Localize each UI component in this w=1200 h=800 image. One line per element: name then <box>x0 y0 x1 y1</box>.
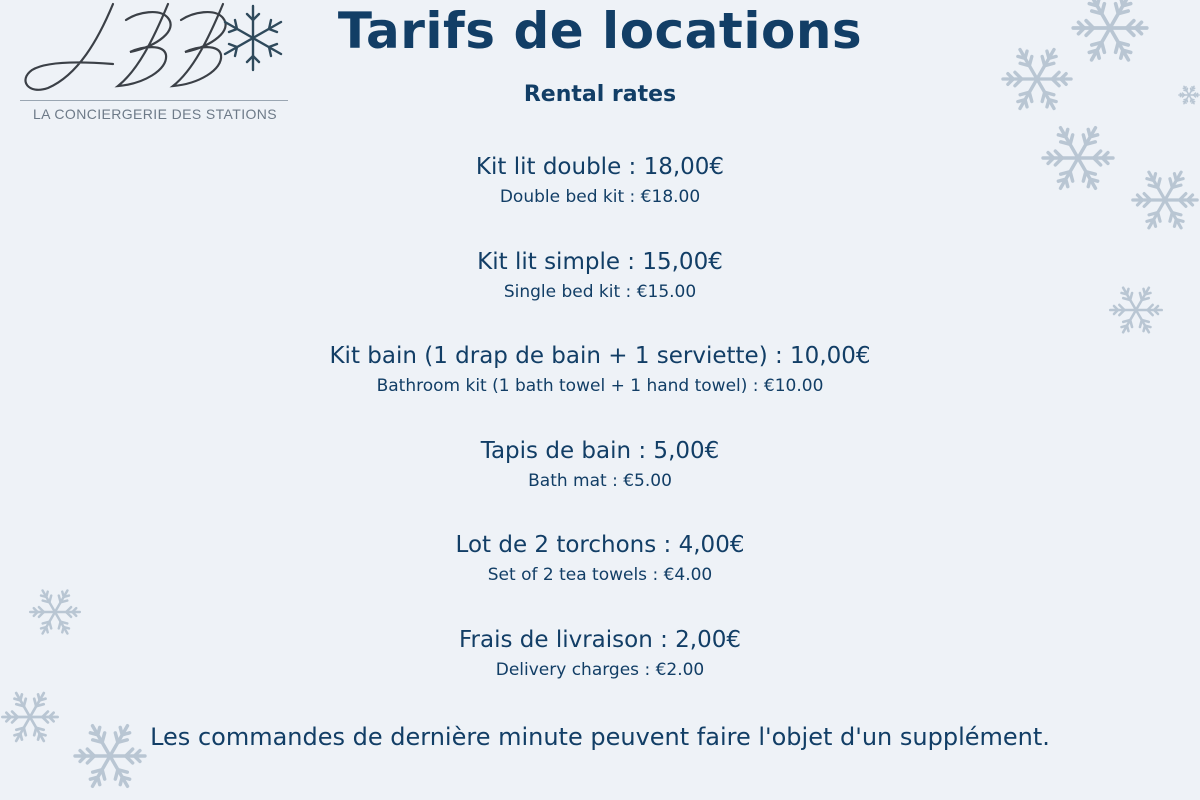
list-item <box>0 339 1200 434</box>
item-label-en: Single bed kit : €15.00 <box>503 281 697 302</box>
snowflake-icon <box>1000 42 1074 116</box>
snowflake-icon <box>1108 282 1164 338</box>
item-label-en: Bath mat : €5.00 <box>528 470 672 491</box>
item-label-fr: Lot de 2 torchons : 4,00€ <box>455 532 745 558</box>
price-list <box>0 150 1200 717</box>
item-label-en: Delivery charges : €2.00 <box>495 659 705 680</box>
page-title: Tarifs de locations <box>337 2 863 60</box>
item-label-fr: Tapis de bain : 5,00€ <box>480 437 720 464</box>
logo-tagline: LA CONCIERGERIE DES STATIONS <box>32 106 278 122</box>
item-label-en: Set of 2 tea towels : €4.00 <box>487 565 713 585</box>
list-item <box>0 245 1200 340</box>
item-label-fr: Kit lit double : 18,00€ <box>475 154 725 180</box>
item-label-en: Double bed kit : €18.00 <box>499 187 701 207</box>
item-label-en: Bathroom kit (1 bath towel + 1 hand towel) : €10.00 <box>376 376 824 396</box>
list-item <box>0 528 1200 623</box>
list-item <box>0 150 1200 245</box>
snowflake-icon <box>1130 150 1200 250</box>
list-item <box>0 623 1200 718</box>
snowflake-icon <box>1040 120 1116 196</box>
item-label-fr: Kit bain (1 drap de bain + 1 serviette) : 10,00€ <box>329 343 871 369</box>
item-label-fr: Kit lit simple : 15,00€ <box>477 248 723 275</box>
snowflake-icon <box>72 718 148 794</box>
snowflake-icon <box>0 662 60 772</box>
list-item <box>0 434 1200 529</box>
item-label-fr: Frais de livraison : 2,00€ <box>458 626 742 653</box>
snowflake-icon <box>1070 0 1150 68</box>
snowflake-icon <box>28 585 82 639</box>
snowflake-icon <box>1178 82 1200 108</box>
late-order-notice: Les commandes de dernière minute peuvent faire l'objet d'un supplément. <box>150 723 1050 751</box>
page-subtitle: Rental rates <box>523 82 677 107</box>
